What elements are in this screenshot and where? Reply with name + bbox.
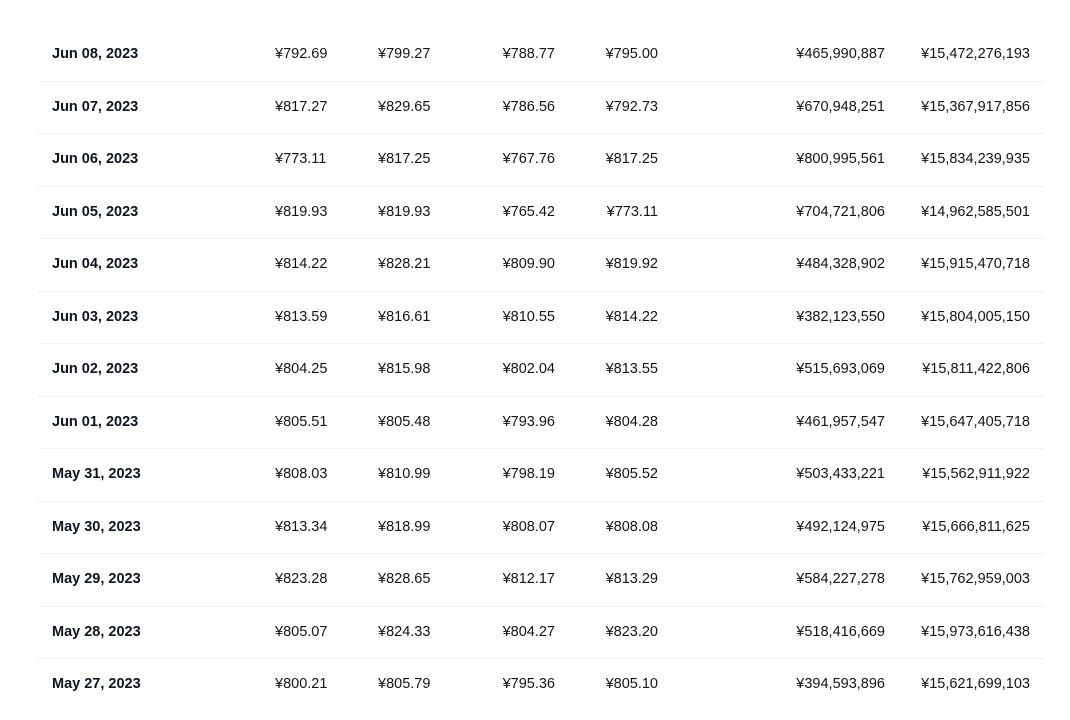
- table-row: [38, 187, 1044, 240]
- date-cell: Jun 02, 2023: [52, 361, 139, 377]
- high-cell: ¥828.65: [378, 571, 431, 587]
- low-cell: ¥786.56: [502, 98, 555, 115]
- date-cell: May 27, 2023: [52, 676, 141, 692]
- table-row: [38, 29, 1044, 82]
- low-cell: ¥804.27: [502, 623, 555, 640]
- low-cell: ¥795.36: [502, 676, 555, 692]
- date-cell: Jun 07, 2023: [52, 98, 139, 115]
- open-cell: ¥819.93: [275, 203, 328, 220]
- date-cell: May 30, 2023: [52, 518, 141, 535]
- open-cell: ¥792.69: [275, 46, 328, 62]
- close-cell: ¥795.00: [605, 46, 658, 62]
- date-cell: Jun 01, 2023: [52, 413, 139, 430]
- date-cell: Jun 04, 2023: [52, 256, 139, 272]
- date-cell: May 28, 2023: [52, 623, 141, 640]
- low-cell: ¥808.07: [502, 518, 555, 535]
- volume-cell: ¥382,123,550: [796, 308, 885, 325]
- open-cell: ¥805.51: [275, 413, 328, 430]
- table-row: [38, 292, 1044, 345]
- date-cell: Jun 05, 2023: [52, 203, 139, 220]
- market-cap-cell: ¥15,804,005,150: [921, 308, 1030, 325]
- high-cell: ¥824.33: [378, 623, 431, 640]
- close-cell: ¥817.25: [605, 151, 658, 167]
- close-cell: ¥805.52: [605, 466, 658, 482]
- low-cell: ¥788.77: [502, 46, 555, 62]
- high-cell: ¥815.98: [378, 361, 431, 377]
- high-cell: ¥805.79: [378, 676, 431, 692]
- volume-cell: ¥484,328,902: [796, 256, 885, 272]
- high-cell: ¥805.48: [378, 413, 431, 430]
- close-cell: ¥814.22: [605, 308, 658, 325]
- low-cell: ¥810.55: [502, 308, 555, 325]
- date-cell: Jun 03, 2023: [52, 308, 139, 325]
- table-row: [38, 344, 1044, 397]
- table-row: [38, 239, 1044, 292]
- close-cell: ¥808.08: [605, 518, 658, 535]
- volume-cell: ¥518,416,669: [796, 623, 885, 640]
- volume-cell: ¥461,957,547: [796, 413, 885, 430]
- market-cap-cell: ¥15,647,405,718: [921, 413, 1030, 430]
- open-cell: ¥804.25: [275, 361, 328, 377]
- high-cell: ¥810.99: [378, 466, 431, 482]
- open-cell: ¥808.03: [275, 466, 328, 482]
- market-cap-cell: ¥15,915,470,718: [921, 256, 1030, 272]
- high-cell: ¥816.61: [378, 308, 431, 325]
- close-cell: ¥819.92: [605, 256, 658, 272]
- volume-cell: ¥503,433,221: [796, 466, 885, 482]
- date-cell: Jun 06, 2023: [52, 151, 139, 167]
- table-row: [38, 397, 1044, 450]
- market-cap-cell: ¥15,472,276,193: [921, 46, 1030, 62]
- high-cell: ¥829.65: [378, 98, 431, 115]
- market-cap-cell: ¥15,762,959,003: [921, 571, 1030, 587]
- volume-cell: ¥670,948,251: [796, 98, 885, 115]
- low-cell: ¥798.19: [502, 466, 555, 482]
- open-cell: ¥773.11: [275, 151, 327, 167]
- open-cell: ¥805.07: [275, 623, 328, 640]
- open-cell: ¥813.34: [275, 518, 328, 535]
- date-cell: May 31, 2023: [52, 466, 141, 482]
- low-cell: ¥793.96: [502, 413, 555, 430]
- volume-cell: ¥515,693,069: [796, 361, 885, 377]
- close-cell: ¥813.29: [605, 571, 658, 587]
- table-row: [38, 449, 1044, 502]
- market-cap-cell: ¥15,562,911,922: [922, 466, 1030, 482]
- market-cap-cell: ¥15,973,616,438: [921, 623, 1030, 640]
- high-cell: ¥818.99: [378, 518, 431, 535]
- low-cell: ¥812.17: [502, 571, 555, 587]
- market-cap-cell: ¥15,811,422,806: [922, 361, 1030, 377]
- close-cell: ¥804.28: [605, 413, 658, 430]
- close-cell: ¥805.10: [605, 676, 658, 692]
- volume-cell: ¥492,124,975: [796, 518, 885, 535]
- open-cell: ¥817.27: [275, 98, 328, 115]
- high-cell: ¥819.93: [378, 203, 431, 220]
- volume-cell: ¥704,721,806: [796, 203, 885, 220]
- low-cell: ¥765.42: [502, 203, 555, 220]
- market-cap-cell: ¥15,621,699,103: [921, 676, 1030, 692]
- open-cell: ¥813.59: [275, 308, 328, 325]
- low-cell: ¥802.04: [502, 361, 555, 377]
- volume-cell: ¥394,593,896: [796, 676, 885, 692]
- low-cell: ¥767.76: [502, 151, 555, 167]
- high-cell: ¥799.27: [378, 46, 431, 62]
- table-row: [38, 607, 1044, 660]
- table-row: [38, 554, 1044, 607]
- close-cell: ¥813.55: [605, 361, 658, 377]
- open-cell: ¥814.22: [275, 256, 328, 272]
- market-cap-cell: ¥14,962,585,501: [921, 203, 1030, 220]
- date-cell: May 29, 2023: [52, 571, 141, 587]
- high-cell: ¥828.21: [378, 256, 431, 272]
- volume-cell: ¥465,990,887: [796, 46, 885, 62]
- historical-data-table: [38, 29, 1044, 711]
- market-cap-cell: ¥15,666,811,625: [922, 518, 1030, 535]
- low-cell: ¥809.90: [502, 256, 555, 272]
- table-row: [38, 659, 1044, 711]
- close-cell: ¥773.11: [606, 203, 658, 220]
- close-cell: ¥823.20: [605, 623, 658, 640]
- open-cell: ¥800.21: [275, 676, 328, 692]
- open-cell: ¥823.28: [275, 571, 328, 587]
- volume-cell: ¥584,227,278: [796, 571, 885, 587]
- table-row: [38, 82, 1044, 135]
- market-cap-cell: ¥15,834,239,935: [921, 151, 1030, 167]
- table-row: [38, 134, 1044, 187]
- table-row: [38, 502, 1044, 555]
- market-cap-cell: ¥15,367,917,856: [921, 98, 1030, 115]
- date-cell: Jun 08, 2023: [52, 46, 139, 62]
- high-cell: ¥817.25: [378, 151, 431, 167]
- volume-cell: ¥800,995,561: [796, 151, 885, 167]
- close-cell: ¥792.73: [605, 98, 658, 115]
